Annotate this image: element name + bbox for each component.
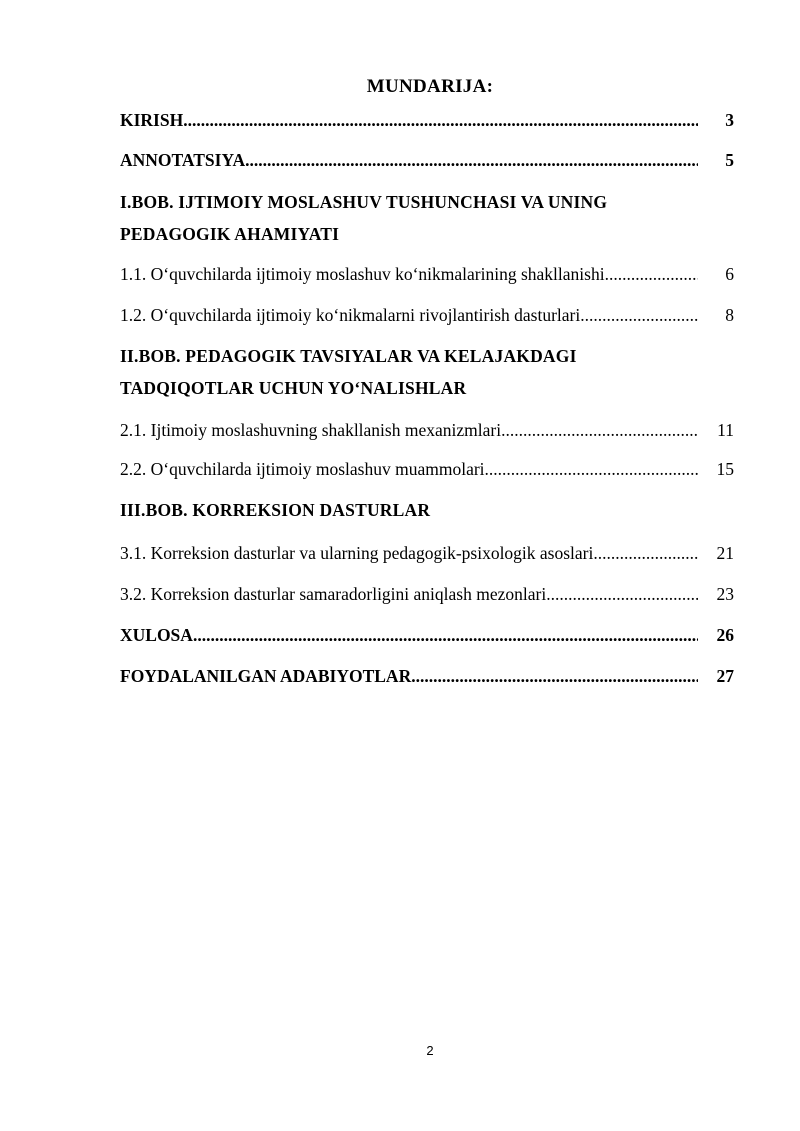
toc-page-number: 15 (716, 459, 734, 479)
toc-entry-text: 2.2. O‘quvchilarda ijtimoiy moslashuv muammolari (120, 459, 485, 479)
toc-page-number: 3 (725, 110, 734, 130)
toc-leader-dots (411, 666, 698, 687)
toc-entry-text: ANNOTATSIYA (120, 150, 246, 170)
toc-entry-text: 1.2. O‘quvchilarda ijtimoiy ko‘nikmalarni rivojlantirish dasturlari (120, 305, 581, 325)
toc-entry-annotatsiya (120, 150, 734, 171)
toc-chapter-heading: III.BOB. KORREKSION DASTURLAR (120, 500, 431, 520)
toc-entry-adabiyotlar (120, 666, 734, 687)
toc-entry-section (120, 543, 734, 564)
toc-leader-dots (485, 459, 698, 480)
toc-entry-text: XULOSA (120, 625, 193, 645)
toc-leader-dots (193, 625, 698, 646)
toc-entry-kirish (120, 110, 734, 131)
page-footer-number: 2 (426, 1043, 434, 1058)
toc-entry-text: 1.1. O‘quvchilarda ijtimoiy moslashuv ko‘nikmalarining shakllanishi (120, 264, 605, 284)
toc-entry-section (120, 584, 734, 605)
toc-page-number: 6 (725, 264, 734, 284)
toc-title: MUNDARIJA: (366, 76, 494, 97)
toc-page-number: 21 (716, 543, 734, 563)
toc-entry-section (120, 264, 734, 285)
toc-leader-dots (183, 110, 698, 131)
toc-entry-text: 2.1. Ijtimoiy moslashuvning shakllanish mexanizmlari (120, 420, 502, 440)
toc-entry-xulosa (120, 625, 734, 646)
toc-page-number: 8 (725, 305, 734, 325)
toc-chapter-heading: II.BOB. PEDAGOGIK TAVSIYALAR VA KELAJAKDAGI TADQIQOTLAR UCHUN YO‘NALISHLAR (120, 346, 577, 398)
toc-leader-dots (501, 420, 698, 441)
toc-leader-dots (546, 584, 698, 605)
toc-page-number: 26 (716, 625, 734, 645)
toc-leader-dots (245, 150, 698, 171)
toc-entry-text: 3.2. Korreksion dasturlar samaradorligini aniqlash mezonlari (120, 584, 547, 604)
toc-entry-text: FOYDALANILGAN ADABIYOTLAR (120, 666, 412, 686)
toc-page-number: 11 (717, 420, 734, 440)
toc-leader-dots (593, 543, 698, 564)
toc-page-number: 23 (716, 584, 734, 604)
toc-page-number: 5 (725, 150, 734, 170)
toc-entry-text: KIRISH (120, 110, 184, 130)
toc-entry-text: 3.1. Korreksion dasturlar va ularning pedagogik-psixologik asoslari (120, 543, 594, 563)
toc-entry-section (120, 305, 734, 326)
toc-page-number: 27 (716, 666, 734, 686)
toc-leader-dots (580, 305, 698, 326)
toc-chapter-heading: I.BOB. IJTIMOIY MOSLASHUV TUSHUNCHASI VA UNING PEDAGOGIK AHAMIYATI (120, 192, 608, 244)
toc-leader-dots (605, 264, 698, 285)
toc-entry-section (120, 459, 734, 480)
toc-entry-section (120, 420, 734, 441)
